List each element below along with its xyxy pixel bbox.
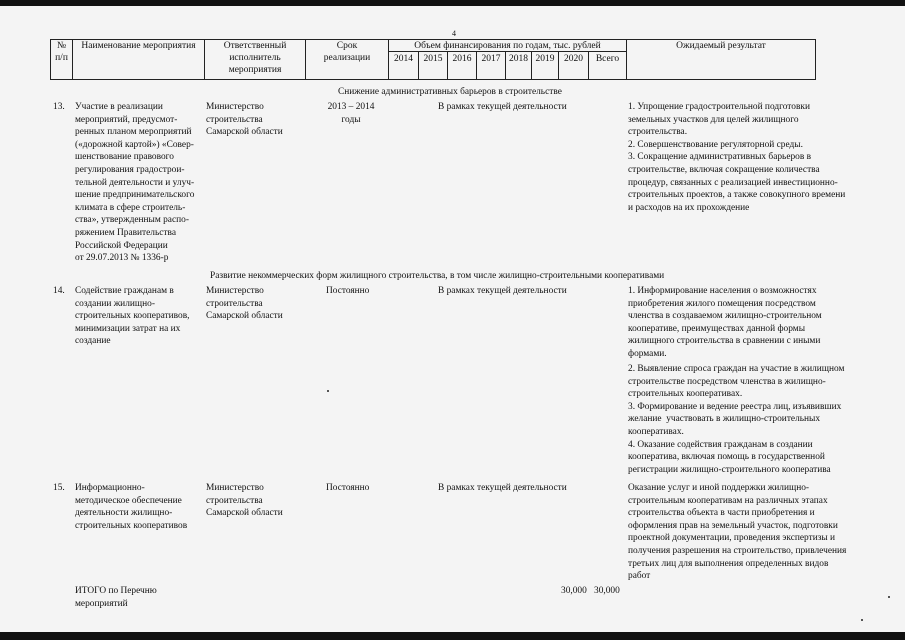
scan-speck [327, 390, 329, 392]
header-year-2014: 2014 [394, 54, 413, 64]
header-total: Всего [595, 54, 620, 64]
section-title: Развитие некоммерческих форм жилищного строительства, в том числе жилищно-строительными кооперативами [210, 271, 665, 281]
header-year-2016: 2016 [452, 54, 472, 64]
row-13-term: 2013 – 2014 годы [327, 102, 375, 125]
row-14-num: 14. [53, 286, 65, 296]
row-13-name: Участие в реализации мероприятий, предусмот- ренных планом мероприятий («дорожной картой») «Совер- шенствование правового регулирования градострои- тельной деятельности и улуч- шение предпринимательского климата в сфере строитель- ства», утвержденным распо- ряжением Правительства Российской Федерации от 29.07.2013 № 1336-р [75, 102, 195, 264]
header-year-2018: 2018 [509, 54, 528, 64]
header-term: Срок реализации [323, 41, 371, 63]
col-line [815, 39, 816, 79]
row-13-num: 13. [53, 102, 65, 112]
row-13-responsible: Министерство строительства Самарской области [206, 102, 283, 138]
header-bottom-line [50, 79, 816, 80]
row-14-result: 1. Информирование населения о возможностях приобретения жилого помещения посредством членства в создаваемом жилищно-строительном кооперативе, преимуществах данной формы жилищного строительства в сравнении с иными формами. [628, 286, 822, 359]
scan-top-border [0, 0, 905, 6]
header-year-2017: 2017 [481, 54, 501, 64]
row-15-responsible: Министерство строительства Самарской области [206, 483, 283, 519]
header-responsible: Ответственный исполнитель мероприятия [223, 41, 287, 75]
scan-bottom-border [0, 632, 905, 640]
row-15-num: 15. [53, 483, 65, 493]
total-value-2020: 30,000 [561, 586, 587, 596]
section-title: Снижение административных барьеров в строительстве [338, 87, 562, 97]
header-funding: Объем финансирования по годам, тыс. рублей [414, 41, 601, 51]
row-15-term: Постоянно [326, 483, 370, 493]
scan-speck [861, 619, 863, 621]
header-name: Наименование мероприятия [81, 41, 196, 51]
header-year-2015: 2015 [423, 54, 443, 64]
row-13-result: 1. Упрощение градостроительной подготовки земельных участков для целей жилищного строительства. 2. Совершенствование регуляторной среды. 3. Сокращение административных барьеров в строительстве, включая сокращение количества процедур, связанных с реализацией инвестиционно- строительных проектов, а также совокупного времени и расходов на их прохождение [628, 102, 846, 213]
row-14-name: Содействие гражданам в создании жилищно- строительных кооперативов, минимизации затрат на их создание [75, 286, 190, 347]
row-15-result: Оказание услуг и иной поддержки жилищно- строительным кооперативам на различных этапах строительства объекта в части приобретения и оформления прав на земельный участок, подготовки проектной документации, проведения экспертизы и получения разрешения на строительство, привлечения третьих лиц для выполнения определенных видов работ [628, 483, 847, 582]
total-value-sum: 30,000 [594, 586, 620, 596]
scan-speck [888, 596, 890, 598]
header-year-2020: 2020 [564, 54, 583, 64]
header-result: Ожидаемый результат [676, 41, 766, 51]
row-15-name: Информационно- методическое обеспечение деятельности жилищно- строительных кооперативов [75, 483, 188, 531]
row-13-funding: В рамках текущей деятельности [438, 102, 567, 112]
page-number: 4 [452, 29, 456, 38]
header-year-2019: 2019 [535, 54, 555, 64]
row-14-responsible: Министерство строительства Самарской области [206, 286, 283, 322]
row-15-funding: В рамках текущей деятельности [438, 483, 567, 493]
row-14-funding: В рамках текущей деятельности [438, 286, 567, 296]
row-14-result-continued: 2. Выявление спроса граждан на участие в жилищном строительстве посредством членства в жилищно- строительных кооперативах. 3. Формирование и ведение реестра лиц, изъявивших желание участвовать в жилищно-строительных кооперативах. 4. Оказание содействия гражданам в создании кооператива, включая помощь в государственной регистрации жилищно-строительного кооператива [628, 364, 845, 475]
header-num: № п/п [55, 41, 68, 63]
total-label: ИТОГО по Перечню мероприятий [75, 586, 157, 609]
row-14-term: Постоянно [326, 286, 370, 296]
